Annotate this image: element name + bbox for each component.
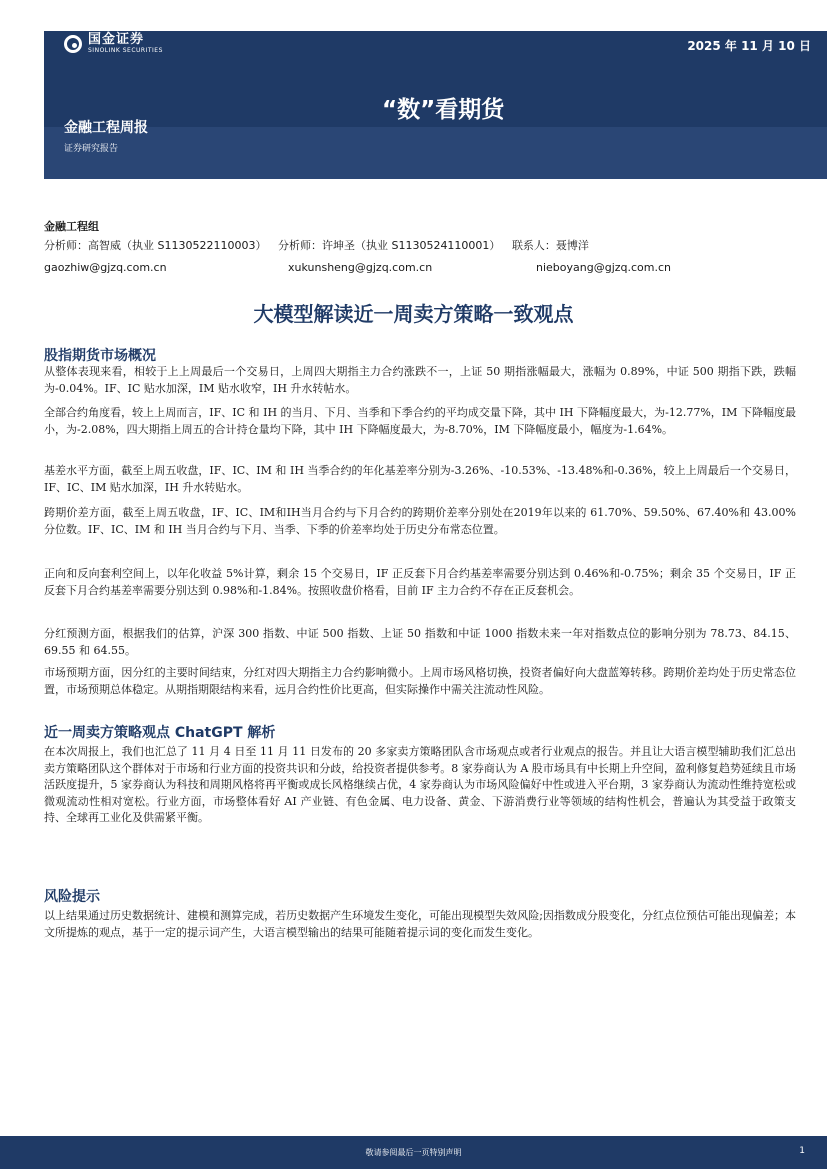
report-type: 证券研究报告 bbox=[64, 144, 119, 154]
paragraph: 分红预测方面，根据我们的估算，沪深 300 指数、中证 500 指数、上证 50 指数和中证 1000 指数未来一年对指数点位的影响分别为 78.73、84.15、69.55 和 64.55。 bbox=[44, 627, 796, 657]
report-date: 2025 年 11 月 10 日 bbox=[687, 39, 811, 53]
paragraph: 从整体表现来看，相较于上上周最后一个交易日，上周四大期指主力合约涨跌不一，上证 50 期指涨幅最大，涨幅为 0.89%，中证 500 期指下跌，跌幅为-0.04%。IF、IC 贴水加深，IM 贴水收窄，IH 升水转帖水。 bbox=[44, 365, 796, 395]
page-number: 1 bbox=[799, 1146, 805, 1156]
section-title-strategy-views: 近一周卖方策略观点 ChatGPT 解析 bbox=[44, 725, 276, 741]
logo-icon bbox=[64, 35, 82, 53]
paragraph: 跨期价差方面，截至上周五收盘，IF、IC、IM和IH当月合约与下月合约的跨期价差率分别处在2019年以来的 61.70%、59.50%、67.40%和 43.00%分位数。IF、IC、IM 和 IH 当月合约与下月、当季、下季的价差率均处于历史分布常态位置。 bbox=[44, 506, 796, 536]
team-name: 金融工程组 bbox=[44, 220, 99, 233]
disclaimer-note: 敬请参阅最后一页特别声明 bbox=[365, 1148, 462, 1157]
company-logo bbox=[64, 33, 163, 55]
logo-name-cn: 国金证券 bbox=[88, 32, 145, 47]
header-band bbox=[44, 127, 827, 179]
paragraph: 全部合约角度看，较上上周而言，IF、IC 和 IH 的当月、下月、当季和下季合约的平均成交量下降，其中 IH 下降幅度最大，为-12.77%，IM 下降幅度最小，为-2.08%，四大期指上周五的合计持仓量均下降，其中 IH 下降幅度最大，为-8.70%，IM 下降幅度最小，幅度为-1.64%。 bbox=[44, 406, 796, 436]
paragraph: 正向和反向套利空间上，以年化收益 5%计算，剩余 15 个交易日，IF 正反套下月合约基差率需要分别达到 0.46%和-0.75%；剩余 35 个交易日，IF 正反套下月合约基差率需要分别达到 0.98%和-1.84%。按照收盘价格看，目前 IF 主力合约不存在正反套机会。 bbox=[44, 567, 796, 597]
contact-person: 联系人：聂博洋 bbox=[511, 239, 589, 252]
paragraph: 市场预期方面，因分红的主要时间结束，分红对四大期指主力合约影响微小。上周市场风格切换，投资者偏好向大盘蓝筹转移。跨期价差均处于历史常态位置，市场预期总体稳定。从期指期限结构来看，远月合约性价比更高，但实际操作中需关注流动性风险。 bbox=[44, 666, 796, 696]
report-series-title: “数”看期货 bbox=[382, 97, 505, 123]
page-footer bbox=[0, 1136, 827, 1169]
email-2[interactable]: xukunsheng@gjzq.com.cn bbox=[288, 261, 433, 274]
paragraph: 在本次周报上，我们也汇总了 11 月 4 日至 11 月 11 日发布的 20 多家卖方策略团队含市场观点或者行业观点的报告。并且让大语言模型辅助我们汇总出卖方策略团队这个群体对于市场和行业方面的投资共识和分歧，给投资者提供参考。8 家券商认为 A 股市场具有中长期上升空间，盈利修复趋势延续且市场活跃度提升，5 家券商认为科技和周期风格将再平衡或成长风格继续占优，4 家券商认为市场风险偏好中性或进入平台期，3 家券商认为流动性维持宽松或微观流动性相对宽松。行业方面，市场整体看好 AI 产业链、有色金属、电力设备、黄金、下游消费行业等领域的结构性机会，普遍认为其受益于政策支持、全球再工业化及供需紧平衡。 bbox=[44, 745, 796, 824]
analyst-line bbox=[44, 237, 597, 253]
paragraph: 以上结果通过历史数据统计、建模和测算完成，若历史数据产生环境发生变化，可能出现模型失效风险;因指数成分股变化，分红点位预估可能出现偏差；本文所提炼的观点，基于一定的提示词产生，大语言模型输出的结果可能随着提示词的变化而发生变化。 bbox=[44, 909, 796, 939]
paragraph: 基差水平方面，截至上周五收盘，IF、IC、IM 和 IH 当季合约的年化基差率分别为-3.26%、-10.53%、-13.48%和-0.36%，较上上周最后一个交易日，IF、IC、IM 贴水加深，IH 升水转贴水。 bbox=[44, 464, 796, 494]
section-title-risk: 风险提示 bbox=[44, 889, 100, 905]
report-main-title: 大模型解读近一周卖方策略一致观点 bbox=[253, 302, 574, 326]
logo-name-en: SINOLINK SECURITIES bbox=[88, 47, 163, 54]
email-3[interactable]: nieboyang@gjzq.com.cn bbox=[536, 261, 672, 274]
email-1[interactable]: gaozhiw@gjzq.com.cn bbox=[44, 261, 167, 274]
analyst-2: 分析师：许坤圣（执业 S1130524110001） bbox=[277, 239, 501, 252]
report-header bbox=[44, 31, 827, 179]
analyst-1: 分析师：高智威（执业 S1130522110003） bbox=[44, 239, 267, 252]
report-series-name: 金融工程周报 bbox=[64, 120, 148, 136]
section-title-market-overview: 股指期货市场概况 bbox=[44, 348, 156, 364]
